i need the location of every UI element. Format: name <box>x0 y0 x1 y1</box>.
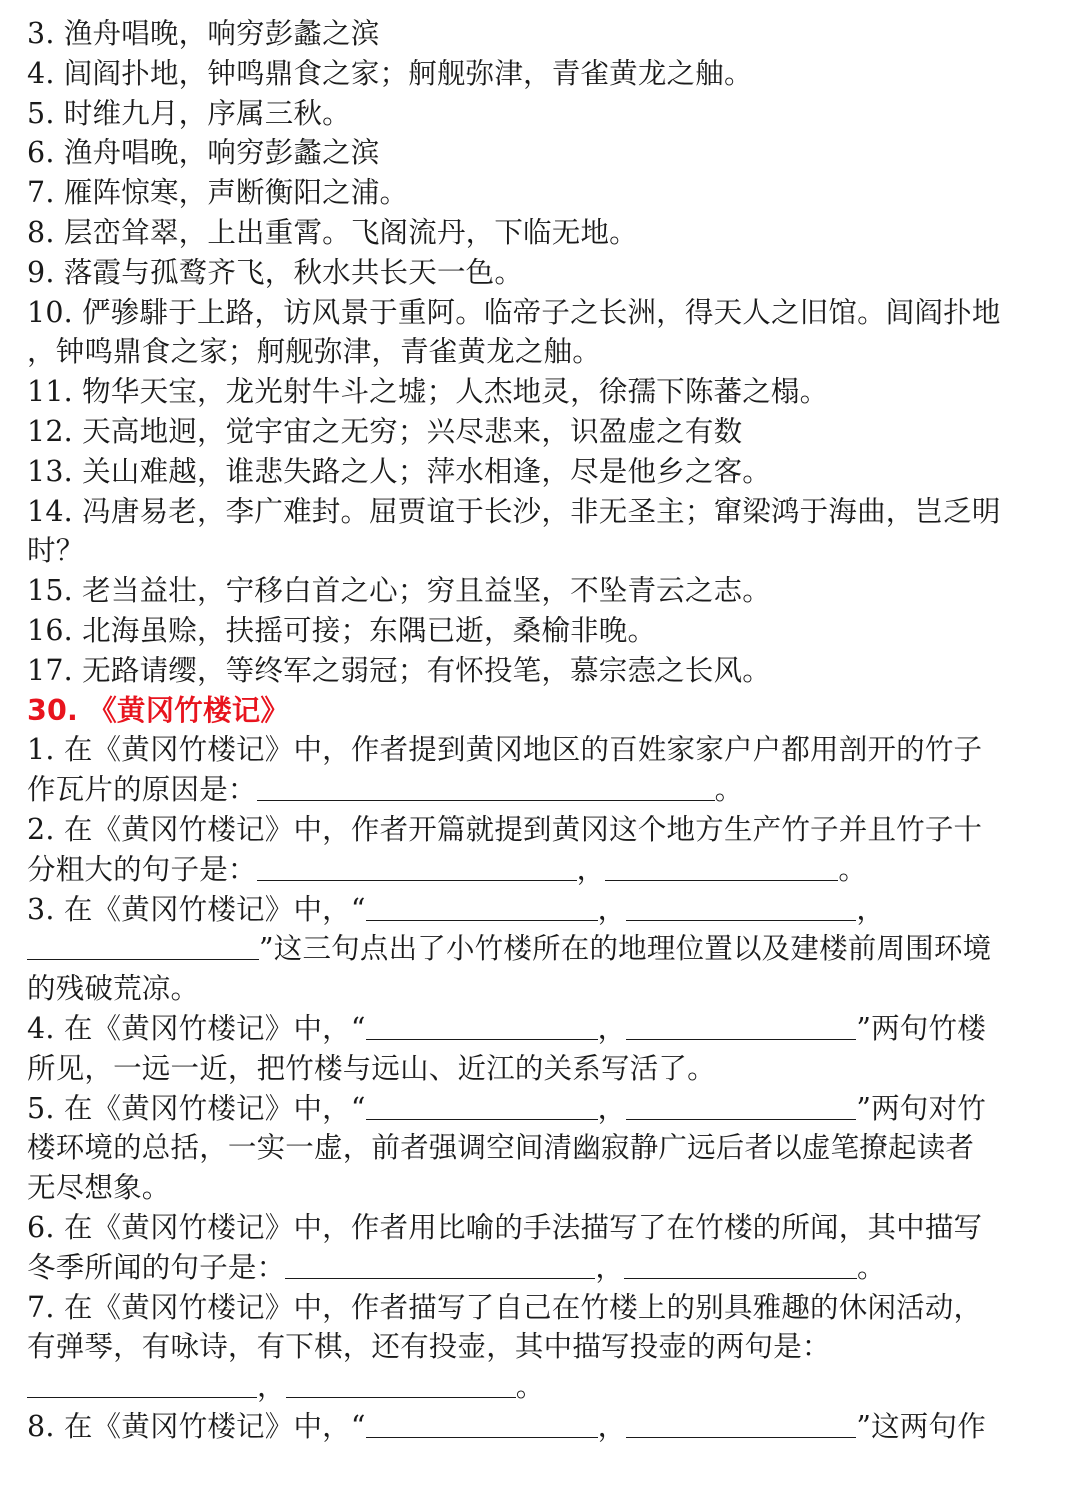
question-4-line-1 <box>27 1009 1063 1049</box>
question-7-line-2: 有弹琴，有咏诗，有下棋，还有投壶，其中描写投壶的两句是： <box>27 1330 831 1364</box>
answer-line-4: 4. 闾阎扑地，钟鸣鼎食之家；舸舰弥津，青雀黄龙之舳。 <box>27 56 753 90</box>
question-8-suffix: ”这两句作 <box>856 1409 986 1443</box>
question-6-end: 。 <box>857 1250 886 1284</box>
answer-blank[interactable] <box>27 933 259 960</box>
answer-line-10-cont: ，钟鸣鼎食之家；舸舰弥津，青雀黄龙之舳。 <box>27 335 602 369</box>
answer-blank[interactable] <box>624 1252 857 1279</box>
answer-line-10: 10. 俨骖騑于上路，访风景于重阿。临帝子之长洲，得天人之旧馆。闾阎扑地 <box>27 295 1001 329</box>
answer-blank[interactable] <box>285 1252 595 1279</box>
separator-comma: ， <box>597 1409 627 1443</box>
question-5-suffix: ”两句对竹 <box>856 1091 986 1125</box>
question-2-prefix: 分粗大的句子是： <box>27 852 257 886</box>
answer-blank[interactable] <box>626 1411 856 1438</box>
question-2-line-2 <box>27 850 1063 890</box>
question-3-line-2 <box>27 929 1063 969</box>
question-8-line-1 <box>27 1407 1063 1447</box>
answer-blank[interactable] <box>257 854 577 881</box>
answer-blank[interactable] <box>366 1013 598 1040</box>
answer-line-14-cont: 时？ <box>27 534 85 568</box>
answer-blank[interactable] <box>366 1411 598 1438</box>
separator-comma: ， <box>576 852 606 886</box>
answer-blank[interactable] <box>626 894 856 921</box>
question-5-line-1 <box>27 1089 1063 1129</box>
question-6-line-2 <box>27 1248 1063 1288</box>
question-3-line-3: 的残破荒凉。 <box>27 972 200 1006</box>
answer-line-12: 12. 天高地迥，觉宇宙之无穷；兴尽悲来，识盈虚之有数 <box>27 414 743 448</box>
answer-blank[interactable] <box>626 1093 856 1120</box>
question-3-prefix: 3. 在《黄冈竹楼记》中，“ <box>27 892 366 926</box>
separator-comma: ， <box>597 1091 627 1125</box>
question-1-end: 。 <box>714 773 744 807</box>
question-7-line-3 <box>27 1367 1063 1407</box>
separator-comma: ， <box>257 1370 286 1404</box>
question-4-prefix: 4. 在《黄冈竹楼记》中，“ <box>27 1011 366 1045</box>
answer-line-14: 14. 冯唐易老，李广难封。屈贾谊于长沙，非无圣主；窜梁鸿于海曲，岂乏明 <box>27 494 1001 528</box>
answer-line-11: 11. 物华天宝，龙光射牛斗之墟；人杰地灵，徐孺下陈蕃之榻。 <box>27 375 829 409</box>
answer-line-5: 5. 时维九月，序属三秋。 <box>27 96 351 130</box>
answer-line-9: 9. 落霞与孤鹜齐飞，秋水共长天一色。 <box>27 255 524 289</box>
question-3-suffix: ”这三句点出了小竹楼所在的地理位置以及建楼前周围环境 <box>259 932 992 966</box>
question-6-line-1: 6. 在《黄冈竹楼记》中，作者用比喻的手法描写了在竹楼的所闻，其中描写 <box>27 1210 983 1244</box>
answer-blank[interactable] <box>366 1093 598 1120</box>
answer-blank[interactable] <box>286 1371 516 1398</box>
question-5-line-3: 无尽想象。 <box>27 1171 171 1205</box>
separator-comma: ， <box>597 892 627 926</box>
question-4-line-2: 所见，一远一近，把竹楼与远山、近江的关系写活了。 <box>27 1051 716 1085</box>
answer-line-7: 7. 雁阵惊寒，声断衡阳之浦。 <box>27 176 409 210</box>
question-8-prefix: 8. 在《黄冈竹楼记》中，“ <box>27 1409 366 1443</box>
question-1-line-1: 1. 在《黄冈竹楼记》中，作者提到黄冈地区的百姓家家户户都用剖开的竹子 <box>27 733 983 767</box>
question-2-line-1: 2. 在《黄冈竹楼记》中，作者开篇就提到黄冈这个地方生产竹子并且竹子十 <box>27 812 983 846</box>
document-page <box>27 14 1063 1447</box>
section-heading: 30. 《黄冈竹楼记》 <box>27 693 290 727</box>
answer-line-17: 17. 无路请缨，等终军之弱冠；有怀投笔，慕宗悫之长风。 <box>27 653 771 687</box>
question-1-line-2 <box>27 770 1063 810</box>
question-7-line-1: 7. 在《黄冈竹楼记》中，作者描写了自己在竹楼上的别具雅趣的休闲活动， <box>27 1290 983 1324</box>
answer-line-3: 3. 渔舟唱晚，响穷彭蠡之滨 <box>27 17 380 50</box>
answer-blank[interactable] <box>626 1013 856 1040</box>
question-5-prefix: 5. 在《黄冈竹楼记》中，“ <box>27 1091 366 1125</box>
question-6-prefix: 冬季所闻的句子是： <box>27 1250 286 1284</box>
answer-line-16: 16. 北海虽赊，扶摇可接；东隅已逝，桑榆非晚。 <box>27 613 657 647</box>
separator-comma: ， <box>597 1011 627 1045</box>
answer-blank[interactable] <box>605 854 838 881</box>
separator-comma: ， <box>595 1250 625 1284</box>
answer-blank[interactable] <box>27 1371 257 1398</box>
question-3-line-1 <box>27 890 1063 930</box>
answer-blank[interactable] <box>257 774 715 801</box>
question-1-prefix: 作瓦片的原因是： <box>27 773 257 807</box>
answer-line-8: 8. 层峦耸翠，上出重霄。飞阁流丹，下临无地。 <box>27 215 638 249</box>
question-4-suffix: ”两句竹楼 <box>856 1011 986 1045</box>
answer-blank[interactable] <box>366 894 598 921</box>
question-5-line-2: 楼环境的总括，一实一虚，前者强调空间清幽寂静广远后者以虚笔撩起读者 <box>27 1131 975 1165</box>
answer-line-6: 6. 渔舟唱晚，响穷彭蠡之滨 <box>27 136 380 170</box>
separator-comma: ， <box>856 892 886 926</box>
answer-line-13: 13. 关山难越，谁悲失路之人；萍水相逢，尽是他乡之客。 <box>27 454 771 488</box>
answer-line-15: 15. 老当益壮，宁移白首之心；穷且益坚，不坠青云之志。 <box>27 574 771 608</box>
question-7-end: 。 <box>515 1370 545 1404</box>
question-2-end: 。 <box>838 852 868 886</box>
